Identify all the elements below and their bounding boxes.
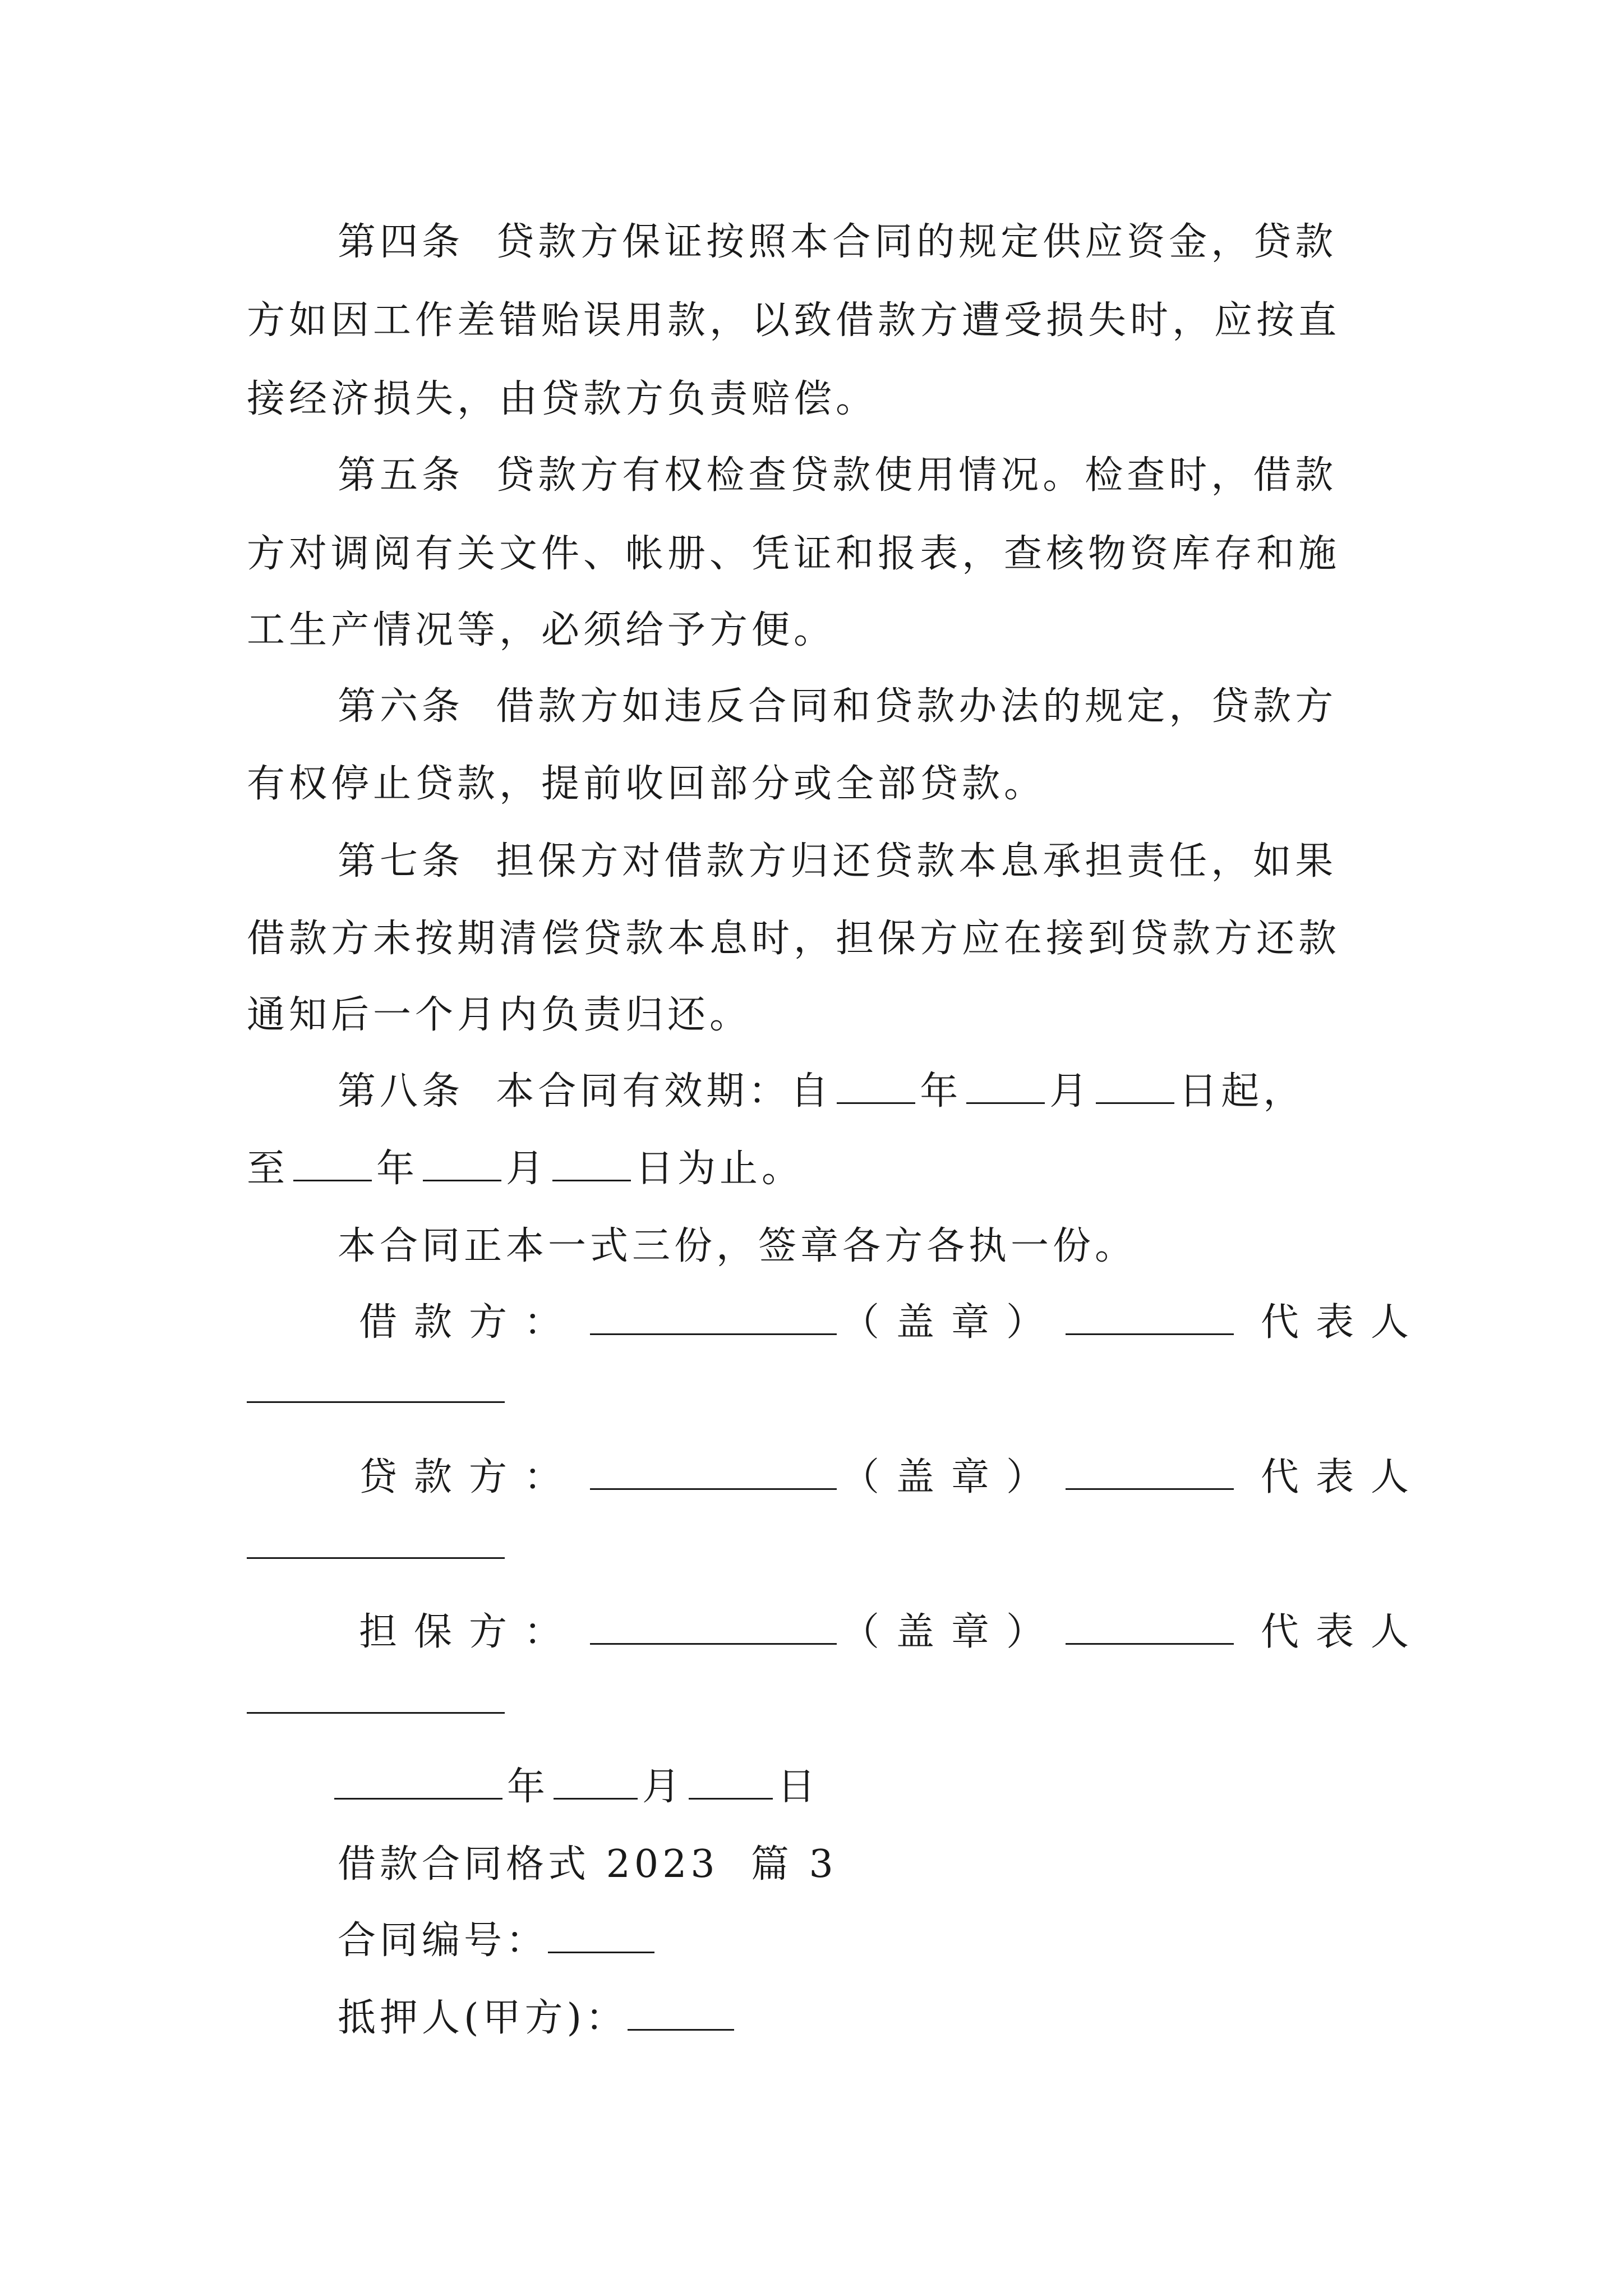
blank-end-day[interactable]: [552, 1147, 631, 1181]
mortgagor-label: 抵押人(甲方)：: [338, 1996, 628, 2040]
guarantor-seal: （盖章）: [841, 1610, 1062, 1654]
date-line: [334, 1765, 819, 1810]
blank-start-year[interactable]: [837, 1070, 915, 1104]
signature-guarantor: [359, 1610, 1426, 1655]
date-year: 年: [507, 1765, 550, 1809]
article5-line1: 第五条 贷款方有权检查贷款使用情况。检查时，借款: [338, 453, 1338, 498]
article4-line1: 第四条 贷款方保证按照本合同的规定供应资金，贷款: [338, 220, 1338, 264]
guarantor-seal-blank[interactable]: [1066, 1611, 1234, 1645]
date-day: 日: [777, 1765, 820, 1809]
article4-line3: 接经济损失，由贷款方负责赔偿。: [247, 377, 878, 421]
article8-line1: [338, 1069, 1305, 1114]
guarantor-rep-blank[interactable]: [247, 1712, 505, 1714]
blank-end-month[interactable]: [423, 1147, 501, 1181]
article7-line3: 通知后一个月内负责归还。: [247, 993, 752, 1037]
copies-statement: 本合同正本一式三份，签章各方各执一份。: [338, 1224, 1137, 1268]
blank-start-day[interactable]: [1096, 1070, 1174, 1104]
article8-line2: [247, 1147, 804, 1191]
next-contract-title: 借款合同格式 2023 篇 3: [338, 1842, 837, 1887]
article8-prefix: 第八条 本合同有效期：自: [338, 1069, 833, 1114]
article5-line2: 方对调阅有关文件、帐册、凭证和报表，查核物资库存和施: [247, 532, 1341, 576]
lender-rep-label: 代表人: [1261, 1455, 1426, 1499]
date-month: 月: [642, 1765, 685, 1809]
article7-line2: 借款方未按期清偿贷款本息时，担保方应在接到贷款方还款: [247, 917, 1341, 961]
borrower-label: 借款方：: [359, 1300, 579, 1345]
mortgagor-blank[interactable]: [628, 1996, 734, 2031]
lender-name-blank[interactable]: [590, 1456, 837, 1490]
borrower-rep-blank[interactable]: [247, 1401, 505, 1403]
article8-month: 月: [1049, 1069, 1092, 1114]
lender-seal: （盖章）: [841, 1455, 1062, 1499]
contract-number-label: 合同编号：: [338, 1918, 548, 1963]
blank-start-month[interactable]: [966, 1070, 1045, 1104]
article8-day-end: 日为止。: [635, 1147, 804, 1191]
article6-line1: 第六条 借款方如违反合同和贷款办法的规定，贷款方: [338, 684, 1338, 729]
date-day-blank[interactable]: [689, 1765, 773, 1800]
guarantor-label: 担保方：: [359, 1610, 579, 1654]
borrower-rep-label: 代表人: [1261, 1300, 1426, 1345]
article8-to: 至: [247, 1147, 289, 1191]
date-year-blank[interactable]: [334, 1765, 502, 1800]
article7-line1: 第七条 担保方对借款方归还贷款本息承担责任，如果: [338, 839, 1338, 884]
article8-year-2: 年: [376, 1147, 419, 1191]
guarantor-name-blank[interactable]: [590, 1611, 837, 1645]
article5-line3: 工生产情况等，必须给予方便。: [247, 608, 836, 652]
article8-year: 年: [920, 1069, 962, 1114]
article8-month-2: 月: [506, 1147, 548, 1191]
lender-label: 贷款方：: [359, 1455, 579, 1499]
signature-borrower: [359, 1300, 1426, 1345]
lender-seal-blank[interactable]: [1066, 1456, 1234, 1490]
borrower-seal-blank[interactable]: [1066, 1301, 1234, 1335]
guarantor-rep-label: 代表人: [1261, 1610, 1426, 1654]
article4-line2: 方如因工作差错贻误用款，以致借款方遭受损失时，应按直: [247, 298, 1341, 343]
borrower-name-blank[interactable]: [590, 1301, 837, 1335]
blank-end-year[interactable]: [293, 1147, 372, 1181]
article6-line2: 有权停止贷款，提前收回部分或全部贷款。: [247, 762, 1046, 806]
date-month-blank[interactable]: [554, 1765, 638, 1800]
signature-lender: [359, 1455, 1426, 1500]
mortgagor: [338, 1996, 739, 2041]
lender-rep-blank[interactable]: [247, 1557, 505, 1559]
contract-number-blank[interactable]: [548, 1919, 654, 1953]
article8-day-start: 日起，: [1179, 1069, 1306, 1114]
borrower-seal: （盖章）: [841, 1300, 1062, 1345]
contract-number: [338, 1918, 659, 1963]
